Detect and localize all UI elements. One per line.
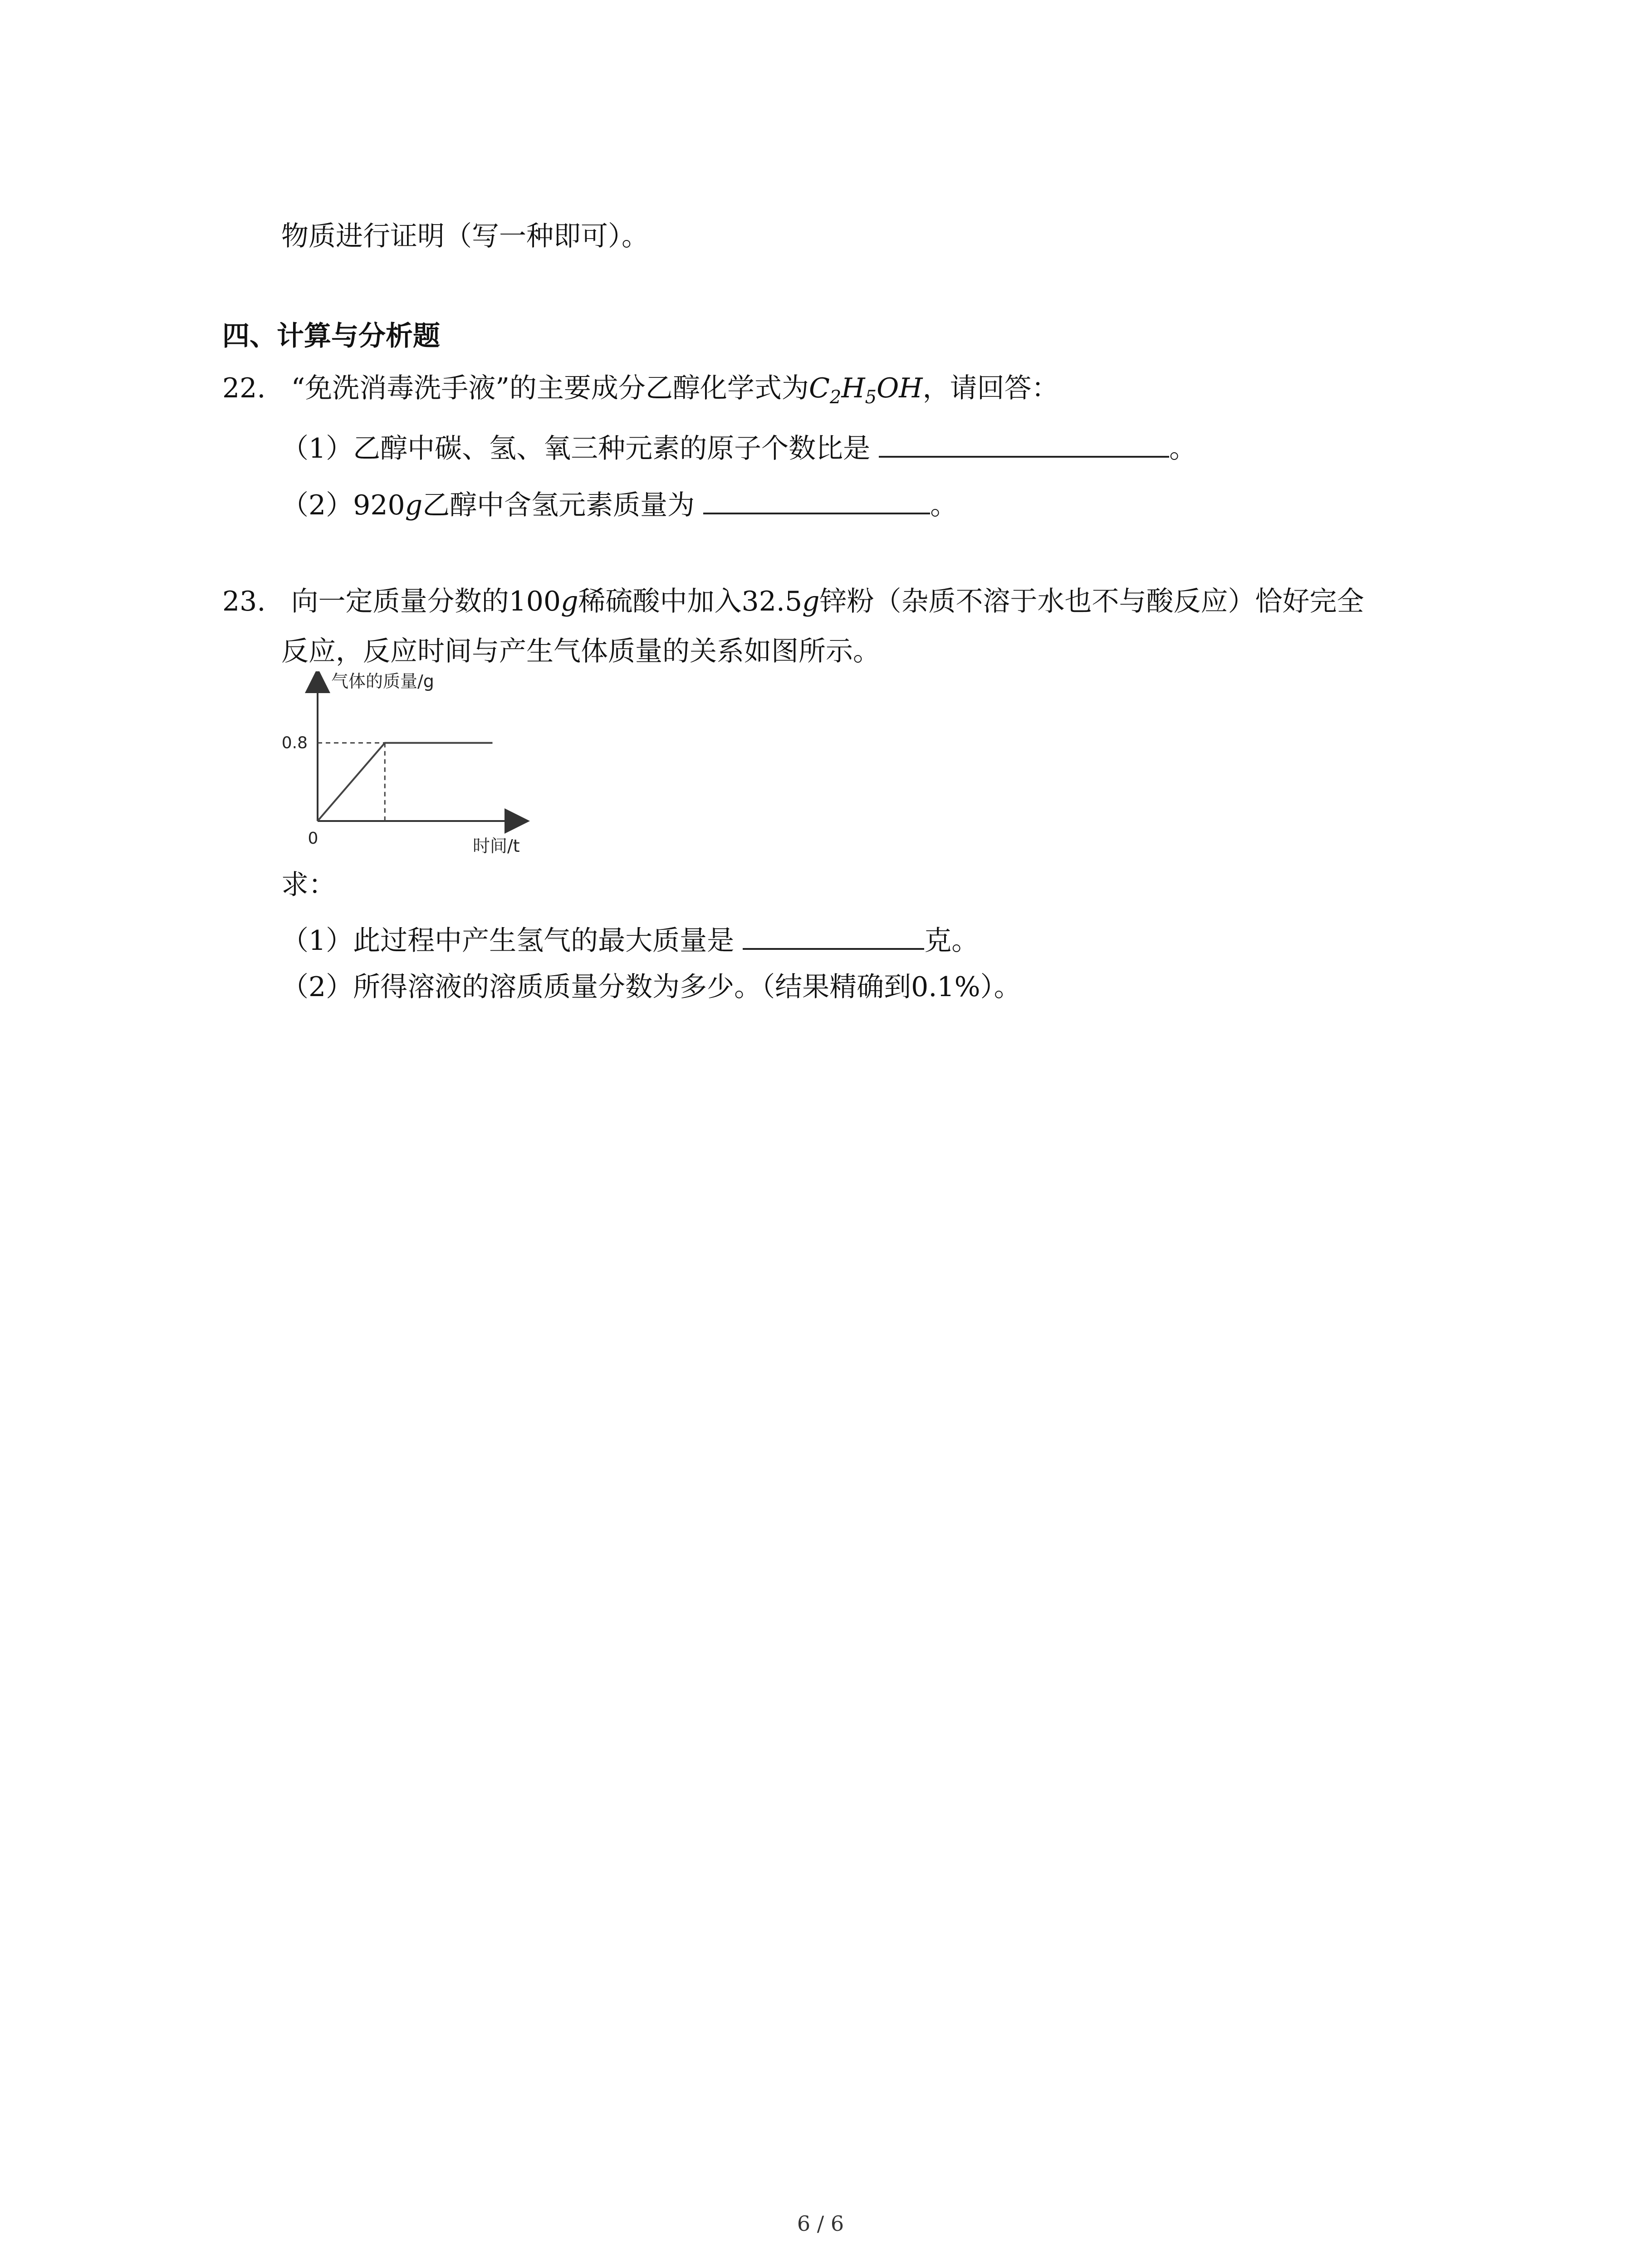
gas-mass-chart bbox=[254, 671, 544, 864]
q22-sub1: （1）乙醇中碳、氢、氧三种元素的原子个数比是 。 bbox=[281, 429, 1196, 465]
continuation-text: 物质进行证明（写一种即可）。 bbox=[281, 220, 649, 252]
q23-sub1: （1）此过程中产生氢气的最大质量是 克。 bbox=[281, 921, 979, 957]
q23-stem-line1: 23. 向一定质量分数的100g稀硫酸中加入32.5g锌粉（杂质不溶于水也不与酸反应）恰好完全 bbox=[222, 586, 1364, 617]
q22-stem-text: “免洗消毒洗手液”的主要成分乙醇化学式为 bbox=[291, 372, 809, 404]
page-number: 6 / 6 bbox=[797, 2211, 844, 2236]
y-axis-label: 气体的质量/g bbox=[331, 671, 434, 691]
ethanol-formula: $C_2H_5OH$ bbox=[808, 372, 923, 408]
q22-sub1-answer-blank[interactable] bbox=[879, 429, 1169, 458]
q23-number: 23. bbox=[222, 586, 266, 617]
q23-stem-line2: 反应，反应时间与产生气体质量的关系如图所示。 bbox=[281, 635, 880, 667]
x-axis-label: 时间/t bbox=[473, 836, 520, 856]
q23-sub2: （2）所得溶液的溶质质量分数为多少。（结果精确到0.1%）。 bbox=[281, 971, 1021, 1003]
origin-label: 0 bbox=[308, 829, 318, 848]
chart-svg bbox=[254, 671, 544, 862]
section-title: 四、计算与分析题 bbox=[222, 320, 440, 352]
q22-stem-end: ，请回答： bbox=[922, 372, 1059, 404]
gas-mass-series-line bbox=[318, 743, 493, 821]
y-tick-label: 0.8 bbox=[281, 733, 308, 753]
q23-sub1-answer-blank[interactable] bbox=[743, 921, 924, 950]
q22-stem bbox=[222, 372, 1059, 414]
q23-ask: 求： bbox=[281, 869, 336, 901]
q22-sub2: （2）920g乙醇中含氢元素质量为 。 bbox=[281, 485, 957, 522]
q22-number: 22. bbox=[222, 372, 266, 404]
q22-sub2-answer-blank[interactable] bbox=[703, 485, 930, 514]
